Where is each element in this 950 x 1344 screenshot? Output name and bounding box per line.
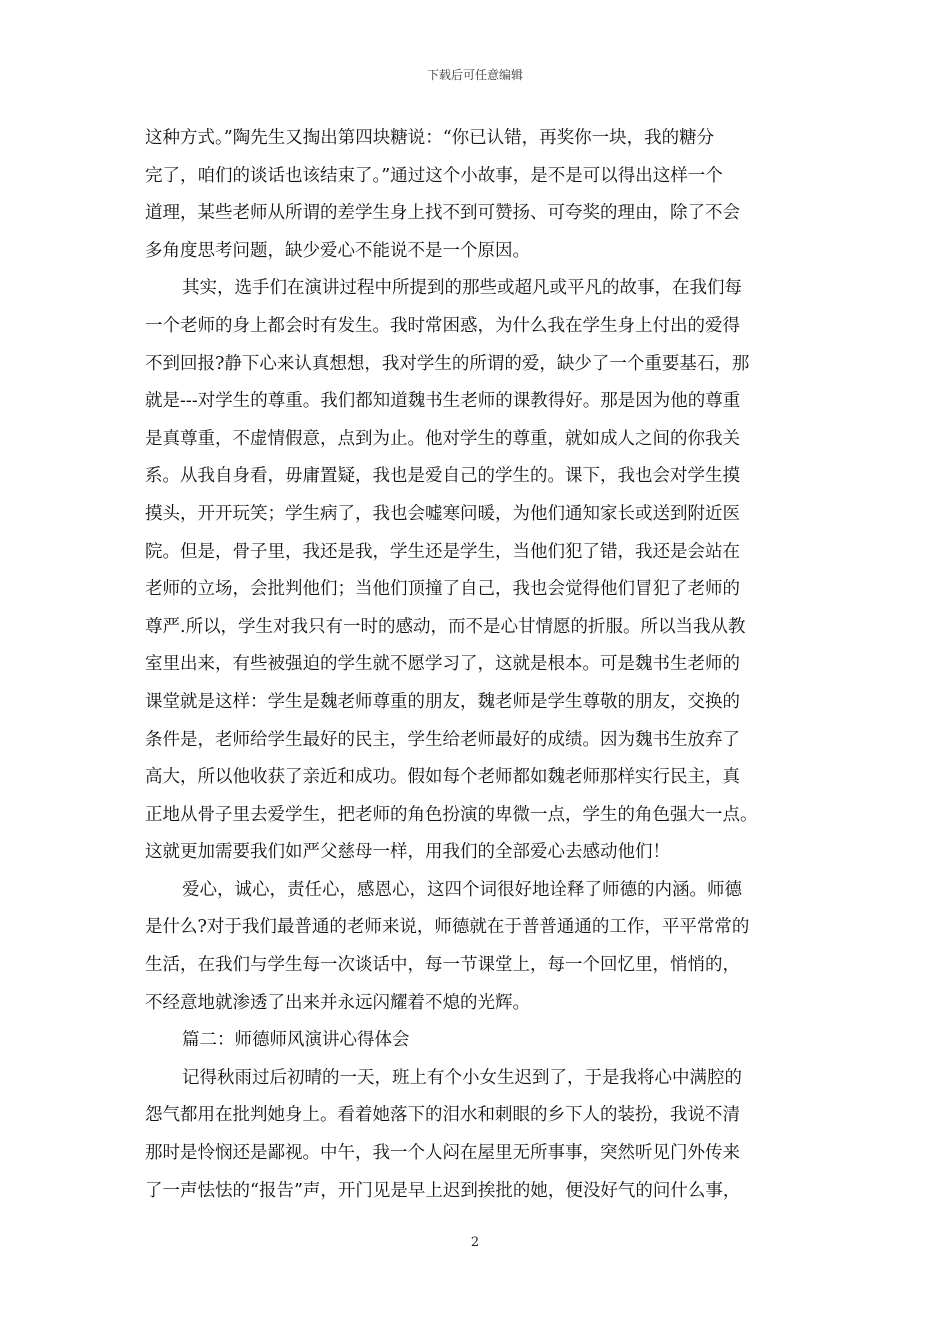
text-line: 就是---对学生的尊重。我们都知道魏书生老师的课教得好。那是因为他的尊重 [145,391,741,412]
text-line: 怨气都用在批判她身上。看着她落下的泪水和刺眼的乡下人的装扮，我说不清 [145,1105,740,1126]
text-line: 记得秋雨过后初晴的一天，班上有个小女生迟到了，于是我将心中满腔的 [182,1067,742,1088]
document-body [145,120,825,1210]
text-line: 老师的立场，会批判他们；当他们顶撞了自己，我也会觉得他们冒犯了老师的 [145,579,740,600]
text-line: 篇二：师德师风演讲心得体会 [182,1030,410,1051]
page-number: 2 [470,1235,480,1250]
text-line: 室里出来，有些被强迫的学生就不愿学习了，这就是根本。可是魏书生老师的 [145,654,740,675]
text-line: 不经意地就渗透了出来并永远闪耀着不熄的光辉。 [145,992,530,1013]
text-line: 完了，咱们的谈话也该结束了。”通过这个小故事，是不是可以得出这样一个 [145,165,723,186]
text-line: 一个老师的身上都会时有发生。我时常困惑，为什么我在学生身上付出的爱得 [145,315,740,336]
text-line: 课堂就是这样：学生是魏老师尊重的朋友，魏老师是学生尊敬的朋友，交换的 [145,691,740,712]
text-line: 生活，在我们与学生每一次谈话中，每一节课堂上，每一个回忆里，悄悄的， [145,955,740,976]
text-line: 了一声怯怯的“报告”声，开门见是早上迟到挨批的她，便没好气的问什么事， [145,1180,741,1201]
page-header: 下载后可任意编辑 [426,68,523,82]
text-line: 这种方式。”陶先生又掏出第四块糖说：“你已认错，再奖你一块，我的糖分 [145,128,715,148]
text-line: 正地从骨子里去爱学生，把老师的角色扮演的卑微一点，学生的角色强大一点。 [145,804,758,825]
text-line: 爱心，诚心，责任心，感恩心，这四个词很好地诠释了师德的内涵。师德 [182,879,742,900]
text-line: 那时是怜悯还是鄙视。中午，我一个人闷在屋里无所事事，突然听见门外传来 [145,1143,740,1164]
text-line: 其实，选手们在演讲过程中所提到的那些或超凡或平凡的故事，在我们每 [182,278,742,299]
text-line: 条件是，老师给学生最好的民主，学生给老师最好的成绩。因为魏书生放弃了 [145,729,740,750]
text-line: 尊严.所以，学生对我只有一时的感动，而不是心甘情愿的折服。所以当我从教 [145,616,746,637]
text-line: 不到回报?静下心来认真想想，我对学生的所谓的爱，缺少了一个重要基石，那 [145,353,750,374]
text-line: 摸头，开开玩笑；学生病了，我也会嘘寒问暖，为他们通知家长或送到附近医 [145,503,740,524]
text-line: 道理，某些老师从所谓的差学生身上找不到可赞扬、可夸奖的理由，除了不会 [145,203,740,224]
text-line: 这就更加需要我们如严父慈母一样，用我们的全部爱心去感动他们！ [145,842,670,863]
text-line: 系。从我自身看，毋庸置疑，我也是爱自己的学生的。课下，我也会对学生摸 [145,466,740,487]
text-line: 是什么?对于我们最普通的老师来说，师德就在于普普通通的工作，平平常常的 [145,917,750,938]
text-line: 高大，所以他收获了亲近和成功。假如每个老师都如魏老师那样实行民主，真 [145,767,740,788]
text-line: 多角度思考问题，缺少爱心不能说不是一个原因。 [145,240,530,261]
text-line: 是真尊重，不虚情假意，点到为止。他对学生的尊重，就如成人之间的你我关 [145,428,740,449]
text-line: 院。但是，骨子里，我还是我，学生还是学生，当他们犯了错，我还是会站在 [145,541,740,562]
